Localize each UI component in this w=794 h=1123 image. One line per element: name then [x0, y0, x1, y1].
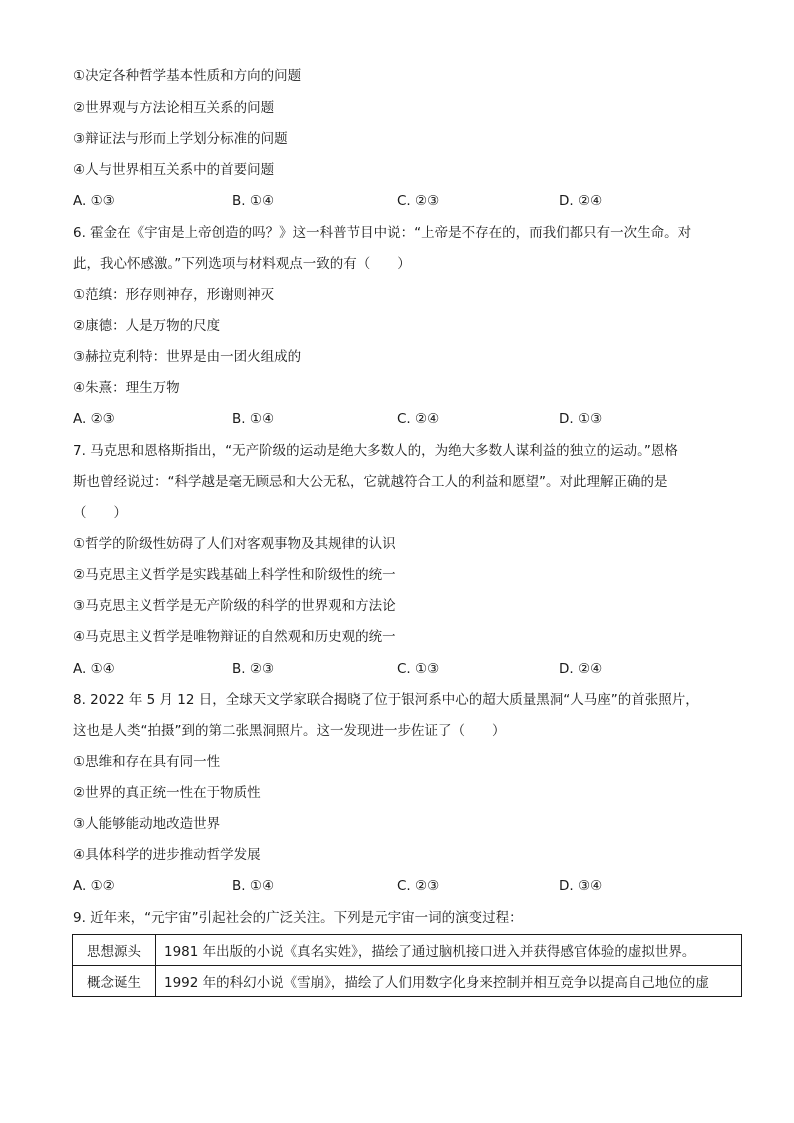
q8-option-c[interactable]: C. ②③ [397, 878, 440, 894]
q7-stem-line-2: 斯也曾经说过：“科学越是毫无顾忌和大公无私，它就越符合工人的利益和愿望”。对此理解正确的是 [73, 474, 668, 490]
q6-stem-line-1: 6. 霍金在《宇宙是上帝创造的吗？》这一科普节目中说：“上帝是不存在的，而我们都只有一次生命。对 [73, 225, 692, 241]
q8-option-b[interactable]: B. ①④ [232, 878, 275, 894]
q7-stem-line-1: 7. 马克思和恩格斯指出，“无产阶级的运动是绝大多数人的，为绝大多数人谋利益的独立的运动。”恩格 [73, 443, 678, 459]
table-row-text: 1992 年的科幻小说《雪崩》，描绘了人们用数字化身来控制并相互竞争以提高自己地位的虚 [156, 966, 742, 997]
q9-stem: 9. 近年来，“元宇宙”引起社会的广泛关注。下列是元宇宙一词的演变过程： [73, 910, 523, 926]
q7-option-c[interactable]: C. ①③ [397, 661, 440, 677]
q6-item-3: ③赫拉克利特：世界是由一团火组成的 [73, 349, 302, 365]
q5-options [73, 191, 733, 211]
q7-option-d[interactable]: D. ②④ [559, 661, 603, 677]
q7-stem-line-3: （ ） [73, 505, 127, 521]
q5-item-3: ③辩证法与形而上学划分标准的问题 [73, 131, 288, 147]
q8-item-4: ④具体科学的进步推动哲学发展 [73, 847, 261, 863]
q6-option-c[interactable]: C. ②④ [397, 411, 440, 427]
table-row-head: 概念诞生 [73, 966, 156, 997]
q6-options [73, 409, 733, 429]
table-row [73, 966, 742, 997]
q6-option-a[interactable]: A. ②③ [73, 411, 115, 427]
q7-option-b[interactable]: B. ②③ [232, 661, 275, 677]
metaverse-evolution-table [72, 934, 742, 997]
q5-option-a[interactable]: A. ①③ [73, 193, 115, 209]
q6-item-1: ①范缜：形存则神存，形谢则神灭 [73, 287, 275, 303]
q7-options [73, 659, 733, 679]
q5-option-d[interactable]: D. ②④ [559, 193, 603, 209]
q8-stem-line-1: 8. 2022 年 5 月 12 日，全球天文学家联合揭晓了位于银河系中心的超大质量黑洞“人马座”的首张照片， [73, 692, 699, 708]
q7-item-3: ③马克思主义哲学是无产阶级的科学的世界观和方法论 [73, 598, 396, 614]
q7-item-2: ②马克思主义哲学是实践基础上科学性和阶级性的统一 [73, 567, 396, 583]
q8-options [73, 876, 733, 896]
q6-item-2: ②康德：人是万物的尺度 [73, 318, 221, 334]
table-row [73, 935, 742, 966]
q8-item-3: ③人能够能动地改造世界 [73, 816, 221, 832]
q8-item-2: ②世界的真正统一性在于物质性 [73, 785, 261, 801]
q7-option-a[interactable]: A. ①④ [73, 661, 115, 677]
q8-option-a[interactable]: A. ①② [73, 878, 115, 894]
q7-item-4: ④马克思主义哲学是唯物辩证的自然观和历史观的统一 [73, 629, 396, 645]
q6-item-4: ④朱熹：理生万物 [73, 380, 180, 396]
q8-option-d[interactable]: D. ③④ [559, 878, 603, 894]
q8-item-1: ①思维和存在具有同一性 [73, 754, 221, 770]
q5-item-2: ②世界观与方法论相互关系的问题 [73, 100, 275, 116]
q5-option-c[interactable]: C. ②③ [397, 193, 440, 209]
q6-option-d[interactable]: D. ①③ [559, 411, 603, 427]
q5-item-1: ①决定各种哲学基本性质和方向的问题 [73, 68, 302, 84]
q6-stem-line-2: 此，我心怀感激。”下列选项与材料观点一致的有（ ） [73, 256, 411, 272]
q7-item-1: ①哲学的阶级性妨碍了人们对客观事物及其规律的认识 [73, 536, 396, 552]
q8-stem-line-2: 这也是人类“拍摄”到的第二张黑洞照片。这一发现进一步佐证了（ ） [73, 723, 506, 739]
q5-item-4: ④人与世界相互关系中的首要问题 [73, 162, 275, 178]
q6-option-b[interactable]: B. ①④ [232, 411, 275, 427]
q5-option-b[interactable]: B. ①④ [232, 193, 275, 209]
table-row-head: 思想源头 [73, 935, 156, 966]
table-row-text: 1981 年出版的小说《真名实姓》，描绘了通过脑机接口进入并获得感官体验的虚拟世界。 [156, 935, 742, 966]
